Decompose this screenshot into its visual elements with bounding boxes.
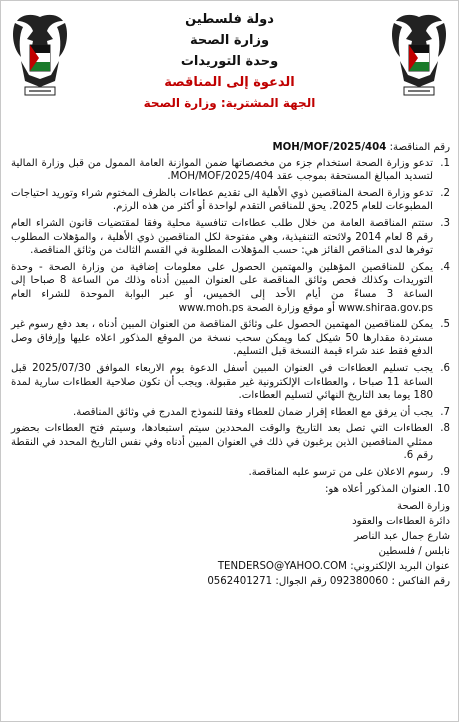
list-item [11,261,450,315]
palestine-emblem-icon [9,9,71,101]
address-block [11,499,450,589]
ministry-name: وزارة الصحة [189,33,270,48]
fax-value: 092380060 [329,576,389,588]
item-text: العطاءات التي تصل بعد التاريخ والوقت المحددين سيتم استبعادها، وسيتم فتح العطاءات بحضور ممثلي المناقصين الذين يرغبون في ذلك في العنوان المبين أدناه وفي نفس التاريخ المحدد في النقطة رقم 6. [11,423,433,462]
item-number: 1. [440,157,450,169]
list-item [11,406,450,420]
item-text: العنوان المذكور أعلاه هو: [324,483,431,495]
mobile-label: رقم الجوال: [275,576,327,588]
item-number: 2. [440,187,450,199]
list-item [11,422,450,463]
item-number: 4. [440,261,450,273]
fax-label: رقم الفاكس : [391,576,450,588]
state-name: دولة فلسطين [185,12,274,27]
tender-reference-number: MOH/MOF/2025/404 [272,142,387,153]
item-text: يمكن للمناقصين المهتمين الحصول على وثائق المناقصة من العنوان المبين أدناه ، بعد دفع رسوم غير مستردة مقدارها 50 شيكل كما ويمكن سحب نسخة من الموقع المذكور اعلاه عليها وإرفاق وصل الدفع فقط عند شراء قيمة النسخة قبل التسليم. [11,319,433,358]
item-number: 3. [440,217,450,229]
list-item [11,217,450,258]
item-number: 6. [440,362,450,374]
address-street: شارع جمال عبد الناصر [354,531,450,543]
item-number: 5. [440,319,450,331]
list-item [11,466,450,480]
list-item [11,157,450,184]
item-text: رسوم الاعلان على من ترسو عليه المناقصة. [248,467,433,479]
notice-header [91,9,368,114]
item-text: يجب أن يرفق مع العطاء إقرار ضمان للعطاء وفقا للنموذج المدرج في وثائق المناقصة. [73,406,433,418]
item-number: 9. [440,467,450,479]
tender-reference-label: رقم المناقصة: [389,142,450,153]
item-text: يمكن للمناقصين المؤهلين والمهتمين الحصول على معلومات إضافية من وزارة الصحة - وحدة التوريدات وكذلك فحص وثائق المناقصة على العنوان المبين أدناه وذلك من الساعة 8 صباحا إلى الساعة 3 مساءً من أيام الأحد إلى الخميس، أو عبر البوابة الموحدة للشراء العام www.shiraa.gov.ps أو موقع وزارة الصحة www.moh.ps [11,261,433,314]
list-item [11,362,450,403]
notice-title: الدعوة إلى المناقصة [164,75,295,90]
item-number: 7. [440,406,450,418]
address-ministry: وزارة الصحة [397,501,450,513]
notice-body [11,141,450,589]
purchasing-entity: الجهة المشترية: وزارة الصحة [143,96,316,110]
item-text: تدعو وزارة الصحة المناقصين ذوي الأهلية الى تقديم عطاءات بالظرف المختوم شراء وتوريد احتياجات المطبوعات للعام 2025. يحق للمناقص التقدم لواحدة أو أكثر من هذه الرزم. [11,187,433,213]
list-item [11,483,450,497]
address-city: نابلس / فلسطين [378,546,450,558]
item-text: يجب تسليم العطاءات في العنوان المبين أسفل الدعوة يوم الاربعاء الموافق 2025/07/30 قبل الساعة 11 صباحا ، والعطاءات الإلكترونية غير مقبولة. ويجب أن تكون صلاحية العطاءات سارية لمدة 180 يوما بعد التاريخ النهائي لتسليم العطاءات. [11,362,433,402]
item-text: تدعو وزارة الصحة استخدام جزء من مخصصاتها ضمن الموازنة العامة الممول من قبل وزارة المالية لتسديد المبالغ المستحقة بموجب عقد MOH/MOF/2025/404. [11,157,433,183]
address-phone-row [11,574,450,589]
item-text: ستتم المناقصة العامة من خلال طلب عطاءات تنافسية محلية وفقا لمقتضيات قانون الشراء العام رقم 8 لعام 2014 ولائحته التنفيذية، وهي مفتوحة لكل المناقصين ذوي الأهلية ، والمؤهلات المطلوب توفرها لدى المناقص الفائز هي: حسب المؤهلات المطلوبة في القسم الثالث من وثائق المناقصة. [11,217,433,257]
unit-name: وحدة التوريدات [180,54,279,69]
email-label: عنوان البريد الإلكتروني: [350,561,450,573]
address-department: دائرة العطاءات والعقود [352,516,450,528]
mobile-value: 0562401271 [207,576,273,588]
item-number: 8. [440,423,450,435]
list-item [11,318,450,359]
email-value: TENDERSO@YAHOO.COM [217,561,347,573]
tender-reference [11,141,450,155]
list-item [11,187,450,214]
address-email-row [11,559,450,574]
palestine-emblem-icon [388,9,450,101]
item-number: 10. [433,483,450,495]
